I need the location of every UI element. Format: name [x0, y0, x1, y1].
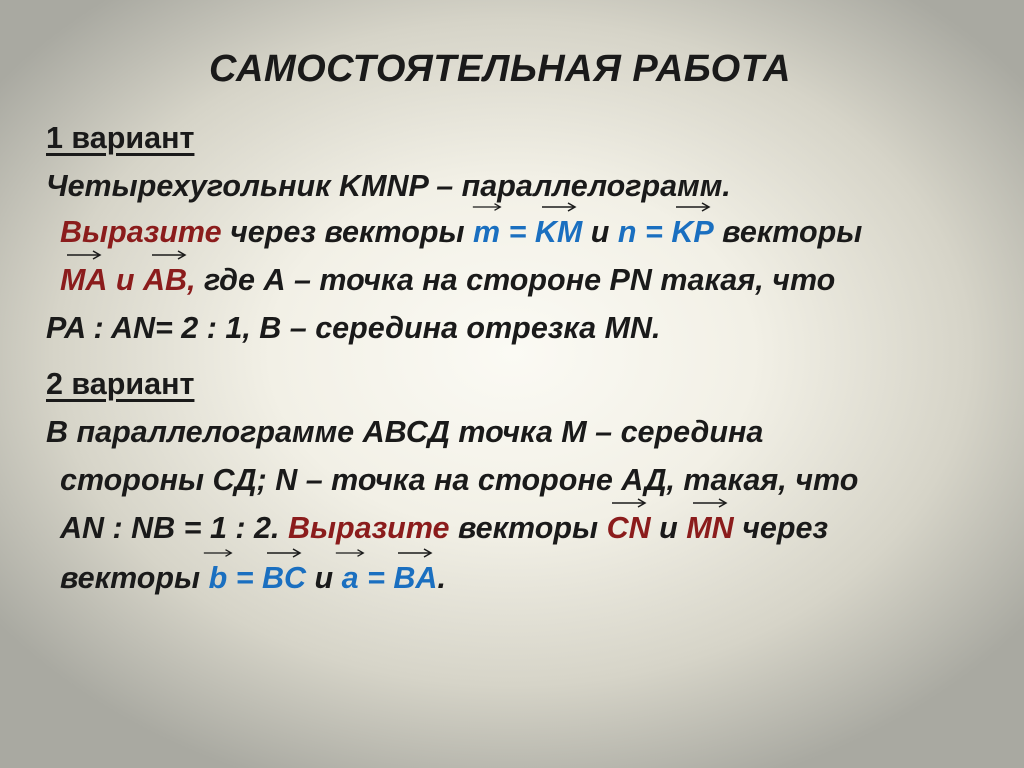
- variant-2-line-1: В параллелограмме АВСД точка М – середина: [46, 415, 764, 449]
- text-fragment: AN : NB = 1 : 2.: [60, 511, 288, 545]
- vector-m: [473, 214, 500, 250]
- text-fragment: векторы: [60, 561, 209, 595]
- text-fragment: =: [500, 215, 535, 249]
- variant-2-line-4: [60, 560, 446, 596]
- vector-kp: [671, 214, 713, 250]
- text-fragment: и: [582, 215, 618, 249]
- vector-cn: [607, 510, 651, 546]
- variant-1-heading: 1 вариант: [46, 121, 195, 155]
- vector-label: KP: [671, 215, 714, 249]
- text-fragment: векторы: [713, 215, 863, 249]
- vector-km: [535, 214, 582, 250]
- variant-2-line-2: стороны СД; N – точка на стороне АД, такая, что: [60, 463, 859, 497]
- text-fragment: =: [358, 561, 394, 595]
- vector-arrow-icon: [151, 249, 187, 261]
- text-fragment: и: [107, 263, 144, 297]
- text-fragment: и: [306, 561, 342, 595]
- instruction-verb: Выразите: [287, 511, 450, 545]
- variant-1-line-1: Четырехугольник KMNP – параллелограмм.: [46, 169, 731, 203]
- vector-arrow-icon: [611, 497, 647, 509]
- variant-2-line-3: [60, 510, 828, 546]
- vector-label: a: [341, 561, 359, 595]
- text-fragment: через: [733, 511, 829, 545]
- vector-arrow-icon: [66, 249, 102, 261]
- vector-bc: [262, 560, 306, 596]
- vector-label: BC: [262, 561, 307, 595]
- vector-arrow-icon: [266, 547, 302, 559]
- vector-ba: [393, 560, 437, 596]
- vector-arrow-icon: [675, 201, 711, 213]
- text-fragment: и: [650, 511, 687, 545]
- variant-1-line-3: [60, 262, 835, 298]
- variant-2-heading: 2 вариант: [46, 367, 195, 401]
- text-fragment: где А – точка на стороне PN такая, что: [195, 263, 836, 297]
- vector-label: MN: [686, 511, 734, 545]
- vector-ab: [143, 262, 196, 298]
- vector-arrow-icon: [472, 201, 502, 213]
- vector-label: KM: [534, 215, 583, 249]
- vector-n: n: [617, 215, 637, 249]
- vector-ma: [60, 262, 107, 298]
- vector-label: m: [472, 215, 501, 249]
- text-fragment: =: [636, 215, 672, 249]
- vector-label: CN: [606, 511, 651, 545]
- vector-arrow-icon: [203, 547, 233, 559]
- text-fragment: через векторы: [221, 215, 473, 249]
- vector-label: BA: [393, 561, 438, 595]
- vector-mn: [686, 510, 733, 546]
- vector-arrow-icon: [335, 547, 365, 559]
- slide-title: САМОСТОЯТЕЛЬНАЯ РАБОТА: [209, 48, 791, 90]
- vector-arrow-icon: [541, 201, 577, 213]
- vector-b: [209, 560, 228, 596]
- vector-arrow-icon: [692, 497, 728, 509]
- text-fragment: =: [227, 561, 262, 595]
- vector-arrow-icon: [397, 547, 433, 559]
- variant-1-line-4: PA : AN= 2 : 1, B – середина отрезка MN.: [46, 311, 661, 345]
- text-fragment: векторы: [449, 511, 607, 545]
- vector-label: b: [208, 561, 228, 595]
- vector-label: AB,: [143, 263, 196, 297]
- vector-label: MA: [60, 263, 108, 297]
- variant-1-line-2: [60, 214, 862, 250]
- vector-a: [342, 560, 359, 596]
- instruction-verb: Выразите: [60, 215, 222, 249]
- text-fragment: .: [437, 561, 446, 595]
